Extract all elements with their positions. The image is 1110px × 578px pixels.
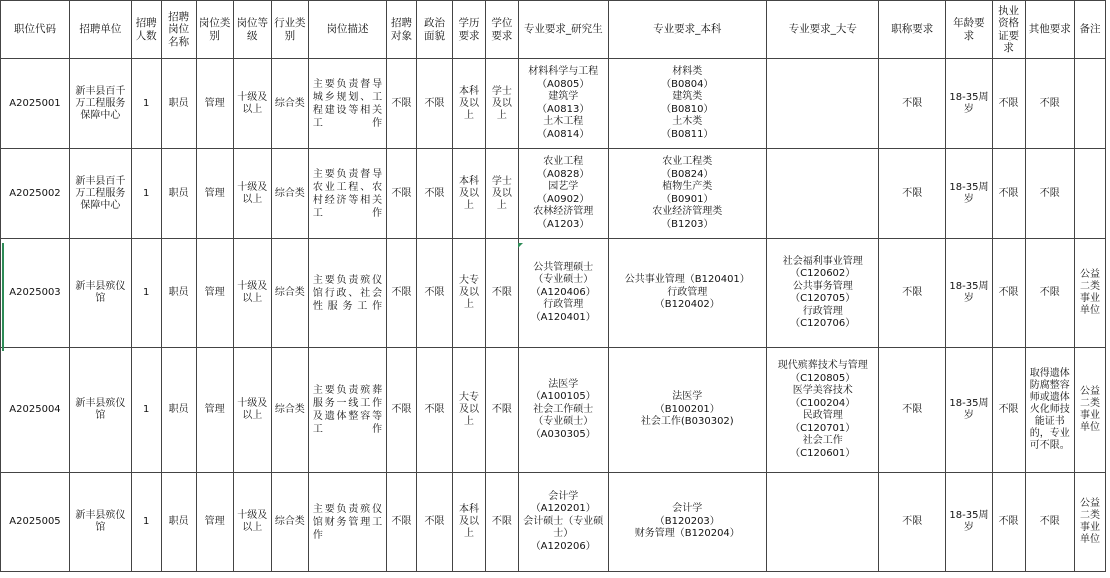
table-row (1, 59, 1106, 149)
cell-edu[interactable]: 大专及以上 (453, 348, 486, 473)
cell-bachelor[interactable]: 法医学 （B100201） 社会工作(B030302) (608, 348, 767, 473)
table-row (1, 149, 1106, 239)
cell-bachelor[interactable]: 会计学 （B120203） 财务管理（B120204） (608, 473, 767, 572)
header-industry[interactable]: 行业类别 (271, 1, 308, 59)
cell-college[interactable] (767, 473, 879, 572)
cell-target[interactable]: 不限 (387, 239, 417, 348)
cell-industry[interactable]: 综合类 (271, 348, 308, 473)
cell-cert[interactable]: 不限 (992, 473, 1025, 572)
cell-politics[interactable]: 不限 (416, 239, 452, 348)
header-degree[interactable]: 学位要求 (485, 1, 518, 59)
cell-grad[interactable]: 材料科学与工程 （A0805） 建筑学 （A0813） 土木工程 （A0814） (518, 59, 608, 149)
cell-degree[interactable]: 不限 (485, 239, 518, 348)
cell-post[interactable]: 职员 (161, 348, 196, 473)
cell-desc[interactable]: 主要负责殡仪馆行政、社会性服务工作 (308, 239, 386, 348)
cell-code[interactable]: A2025004 (1, 348, 70, 473)
cell-title-req[interactable]: 不限 (879, 149, 946, 239)
cell-edu[interactable]: 大专及以上 (453, 239, 486, 348)
header-category[interactable]: 岗位类别 (196, 1, 233, 59)
cell-note[interactable]: 公益二类事业单位 (1074, 239, 1105, 348)
cell-unit[interactable]: 新丰县殡仪馆 (69, 348, 131, 473)
header-code[interactable]: 职位代码 (1, 1, 70, 59)
cell-desc[interactable]: 主要负责殡仪馆财务管理工作 (308, 473, 386, 572)
cell-selection-border (2, 243, 4, 351)
cell-age[interactable]: 18-35周岁 (946, 239, 992, 348)
cell-grad[interactable]: 法医学 （A100105） 社会工作硕士 （专业硕士） （A030305） (518, 348, 608, 473)
cell-category[interactable]: 管理 (196, 239, 233, 348)
header-other[interactable]: 其他要求 (1025, 1, 1074, 59)
cell-title-req[interactable]: 不限 (879, 239, 946, 348)
header-edu[interactable]: 学历要求 (453, 1, 486, 59)
cell-level[interactable]: 十级及以上 (233, 239, 271, 348)
cell-count[interactable]: 1 (131, 239, 161, 348)
cell-college[interactable] (767, 59, 879, 149)
cell-bachelor[interactable]: 农业工程类 （B0824） 植物生产类 （B0901） 农业经济管理类 （B1203） (608, 149, 767, 239)
cell-cert[interactable]: 不限 (992, 59, 1025, 149)
cell-category[interactable]: 管理 (196, 149, 233, 239)
header-note[interactable]: 备注 (1074, 1, 1105, 59)
cell-politics[interactable]: 不限 (416, 473, 452, 572)
header-unit[interactable]: 招聘单位 (69, 1, 131, 59)
cell-age[interactable]: 18-35周岁 (946, 59, 992, 149)
cell-bachelor[interactable]: 公共事业管理（B120401） 行政管理 （B120402） (608, 239, 767, 348)
cell-college[interactable]: 现代殡葬技术与管理 （C120805） 医学美容技术 （C100204） 民政管理 （C120701） 社会工作 （C120601） (767, 348, 879, 473)
cell-industry[interactable]: 综合类 (271, 149, 308, 239)
cell-category[interactable]: 管理 (196, 348, 233, 473)
cell-bachelor[interactable]: 材料类 （B0804） 建筑类 （B0810） 土木类 （B0811） (608, 59, 767, 149)
cell-edu[interactable]: 本科及以上 (453, 59, 486, 149)
cell-degree[interactable]: 不限 (485, 473, 518, 572)
cell-grad[interactable]: 会计学 （A120201） 会计硕士（专业硕士） （A120206） (518, 473, 608, 572)
cell-level[interactable]: 十级及以上 (233, 348, 271, 473)
header-college[interactable]: 专业要求_大专 (767, 1, 879, 59)
cell-age[interactable]: 18-35周岁 (946, 473, 992, 572)
header-politics[interactable]: 政治面貌 (416, 1, 452, 59)
cell-code[interactable]: A2025002 (1, 149, 70, 239)
header-post[interactable]: 招聘岗位名称 (161, 1, 196, 59)
header-count[interactable]: 招聘人数 (131, 1, 161, 59)
table-row (1, 348, 1106, 473)
cell-politics[interactable]: 不限 (416, 348, 452, 473)
header-bachelor[interactable]: 专业要求_本科 (608, 1, 767, 59)
cell-code[interactable]: A2025001 (1, 59, 70, 149)
cell-count[interactable]: 1 (131, 473, 161, 572)
cell-cert[interactable]: 不限 (992, 239, 1025, 348)
header-row (1, 1, 1106, 59)
cell-cert[interactable]: 不限 (992, 348, 1025, 473)
cell-title-req[interactable]: 不限 (879, 348, 946, 473)
cell-code[interactable]: A2025005 (1, 473, 70, 572)
cell-target[interactable]: 不限 (387, 473, 417, 572)
cell-target[interactable]: 不限 (387, 149, 417, 239)
cell-post[interactable]: 职员 (161, 473, 196, 572)
header-grad[interactable]: 专业要求_研究生 (518, 1, 608, 59)
cell-other[interactable]: 不限 (1025, 149, 1074, 239)
cell-count[interactable]: 1 (131, 348, 161, 473)
cell-unit[interactable]: 新丰县殡仪馆 (69, 239, 131, 348)
cell-title-req[interactable]: 不限 (879, 59, 946, 149)
header-age[interactable]: 年龄要求 (946, 1, 992, 59)
cell-level[interactable]: 十级及以上 (233, 59, 271, 149)
cell-other[interactable]: 不限 (1025, 473, 1074, 572)
header-target[interactable]: 招聘对象 (387, 1, 417, 59)
cell-target[interactable]: 不限 (387, 348, 417, 473)
cell-grad[interactable]: 农业工程 （A0828） 园艺学 （A0902） 农林经济管理 （A1203） (518, 149, 608, 239)
cell-post[interactable]: 职员 (161, 239, 196, 348)
cell-note[interactable] (1074, 149, 1105, 239)
header-title-req[interactable]: 职称要求 (879, 1, 946, 59)
cell-comment-indicator (518, 243, 523, 248)
cell-other[interactable]: 取得遗体防腐整容师或遗体火化师技能证书的，专业可不限。 (1025, 348, 1074, 473)
cell-unit[interactable]: 新丰县百千万工程服务保障中心 (69, 59, 131, 149)
cell-age[interactable]: 18-35周岁 (946, 149, 992, 239)
cell-edu[interactable]: 本科及以上 (453, 473, 486, 572)
cell-post[interactable]: 职员 (161, 149, 196, 239)
cell-industry[interactable]: 综合类 (271, 473, 308, 572)
cell-title-req[interactable]: 不限 (879, 473, 946, 572)
cell-college[interactable]: 社会福利事业管理 （C120602） 公共事务管理 （C120705） 行政管理 （C120706） (767, 239, 879, 348)
cell-degree[interactable]: 学士及以上 (485, 149, 518, 239)
cell-politics[interactable]: 不限 (416, 149, 452, 239)
cell-college[interactable] (767, 149, 879, 239)
cell-note[interactable] (1074, 59, 1105, 149)
cell-count[interactable]: 1 (131, 59, 161, 149)
table-row (1, 239, 1106, 348)
header-level[interactable]: 岗位等级 (233, 1, 271, 59)
cell-category[interactable]: 管理 (196, 59, 233, 149)
cell-degree[interactable]: 学士及以上 (485, 59, 518, 149)
cell-industry[interactable]: 综合类 (271, 59, 308, 149)
cell-other[interactable]: 不限 (1025, 59, 1074, 149)
header-cert[interactable]: 执业资格证要求 (992, 1, 1025, 59)
cell-level[interactable]: 十级及以上 (233, 473, 271, 572)
cell-grad[interactable]: 公共管理硕士 （专业硕士） （A120406） 行政管理 （A120401） (518, 239, 608, 348)
cell-count[interactable]: 1 (131, 149, 161, 239)
cell-target[interactable]: 不限 (387, 59, 417, 149)
cell-note[interactable]: 公益二类事业单位 (1074, 348, 1105, 473)
cell-cert[interactable]: 不限 (992, 149, 1025, 239)
cell-degree[interactable]: 不限 (485, 348, 518, 473)
cell-level[interactable]: 十级及以上 (233, 149, 271, 239)
cell-edu[interactable]: 本科及以上 (453, 149, 486, 239)
cell-unit[interactable]: 新丰县百千万工程服务保障中心 (69, 149, 131, 239)
cell-industry[interactable]: 综合类 (271, 239, 308, 348)
header-desc[interactable]: 岗位描述 (308, 1, 386, 59)
cell-unit[interactable]: 新丰县殡仪馆 (69, 473, 131, 572)
table-row (1, 473, 1106, 572)
cell-code[interactable]: A2025003 (1, 239, 70, 348)
cell-other[interactable]: 不限 (1025, 239, 1074, 348)
cell-desc[interactable]: 主要负责殡葬服务一线工作及遗体整容等工作 (308, 348, 386, 473)
cell-politics[interactable]: 不限 (416, 59, 452, 149)
cell-desc[interactable]: 主要负责督导农业工程、农村经济等相关工作 (308, 149, 386, 239)
cell-note[interactable]: 公益二类事业单位 (1074, 473, 1105, 572)
cell-post[interactable]: 职员 (161, 59, 196, 149)
cell-desc[interactable]: 主要负责督导城乡规划、工程建设等相关工作 (308, 59, 386, 149)
cell-category[interactable]: 管理 (196, 473, 233, 572)
cell-age[interactable]: 18-35周岁 (946, 348, 992, 473)
